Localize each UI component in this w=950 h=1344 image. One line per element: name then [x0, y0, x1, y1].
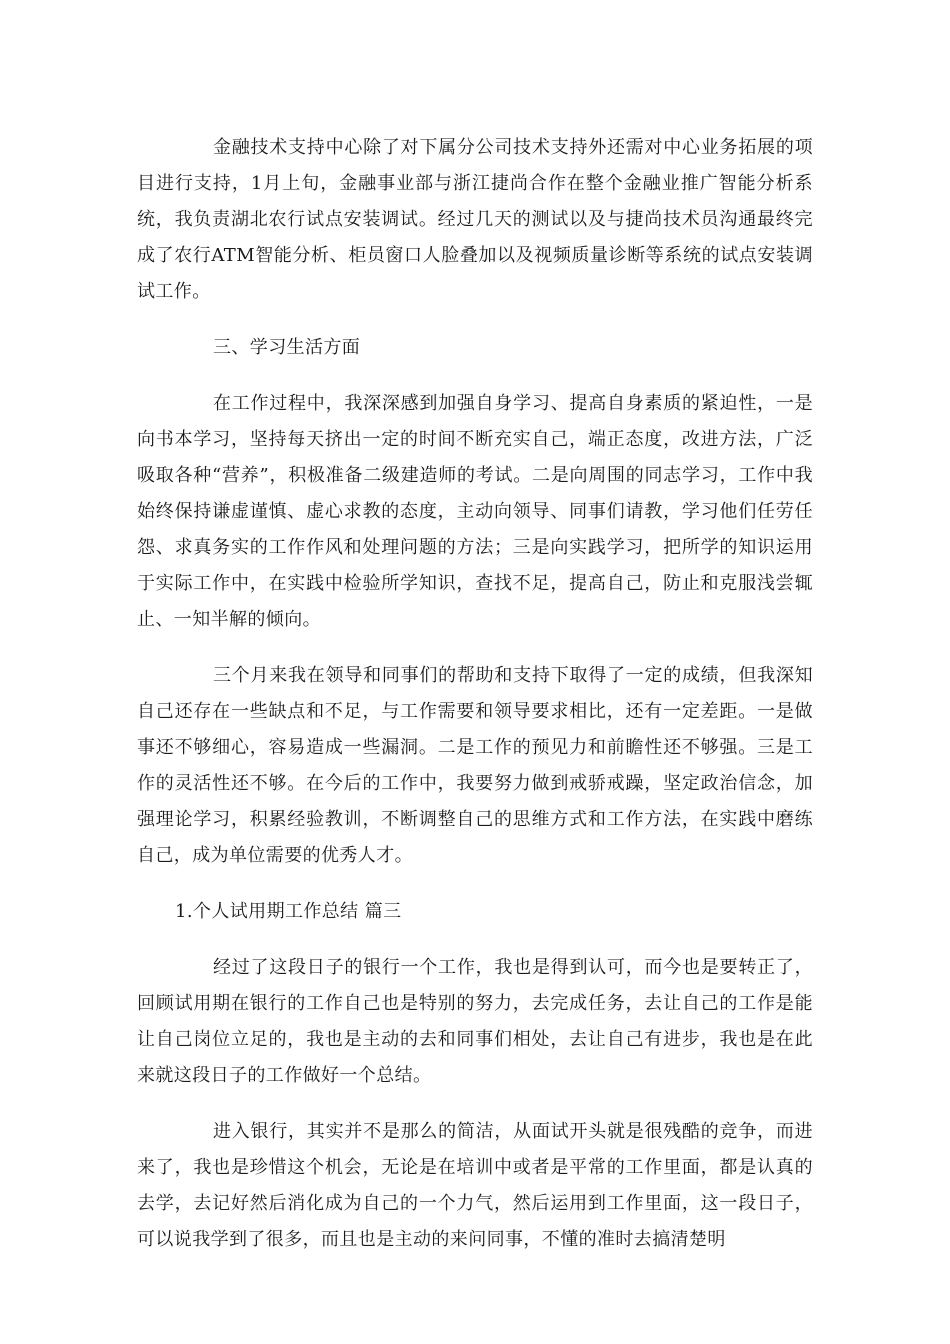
section-heading-part-three: 1.个人试用期工作总结 篇三	[175, 901, 402, 922]
section-heading-study-life: 三、学习生活方面	[213, 337, 361, 358]
document-body	[137, 130, 813, 1278]
paragraph-joining-bank: 进入银行，其实并不是那么的简洁，从面试开头就是很残酷的竞争，而进来了，我也是珍惜这个机会，无论是在培训中或者是平常的工作里面，都是认真的去学，去记好然后消化成为自己的一个力气，然后运用到工作里面，这一段日子，可以说我学到了很多，而且也是主动的来问同事，不懂的准时去搞清楚明	[137, 1121, 813, 1250]
paragraph-shortcomings: 三个月来我在领导和同事们的帮助和支持下取得了一定的成绩，但我深知自己还存在一些缺点和不足，与工作需要和领导要求相比，还有一定差距。一是做事还不够细心，容易造成一些漏洞。二是工作的预见力和前瞻性还不够强。三是工作的灵活性还不够。在今后的工作中，我要努力做到戒骄戒躁，坚定政治信念，加强理论学习，积累经验教训，不断调整自己的思维方式和工作方法，在实践中磨练自己，成为单位需要的优秀人才。	[137, 665, 813, 866]
paragraph-learning: 在工作过程中，我深深感到加强自身学习、提高自身素质的紧迫性，一是向书本学习，坚持每天挤出一定的时间不断充实自己，端正态度，改进方法，广泛吸取各种“营养”，积极准备二级建造师的考试。二是向周围的同志学习，工作中我始终保持谦虚谨慎、虚心求教的态度，主动向领导、同事们请教，学习他们任劳任怨、求真务实的工作作风和处理问题的方法；三是向实践学习，把所学的知识运用于实际工作中，在实践中检验所学知识，查找不足，提高自己，防止和克服浅尝辄止、一知半解的倾向。	[137, 393, 813, 630]
paragraph-tech-support: 金融技术支持中心除了对下属分公司技术支持外还需对中心业务拓展的项目进行支持，1月上旬，金融事业部与浙江捷尚合作在整个金融业推广智能分析系统，我负责湖北农行试点安装调试。经过几天的测试以及与捷尚技术员沟通最终完成了农行ATM智能分析、柜员窗口人脸叠加以及视频质量诊断等系统的试点安装调试工作。	[137, 137, 813, 302]
paragraph-probation-review: 经过了这段日子的银行一个工作，我也是得到认可，而今也是要转正了，回顾试用期在银行的工作自己也是特别的努力，去完成任务，去让自己的工作是能让自己岗位立足的，我也是主动的去和同事们相处，去让自己有进步，我也是在此来就这段日子的工作做好一个总结。	[137, 957, 813, 1086]
